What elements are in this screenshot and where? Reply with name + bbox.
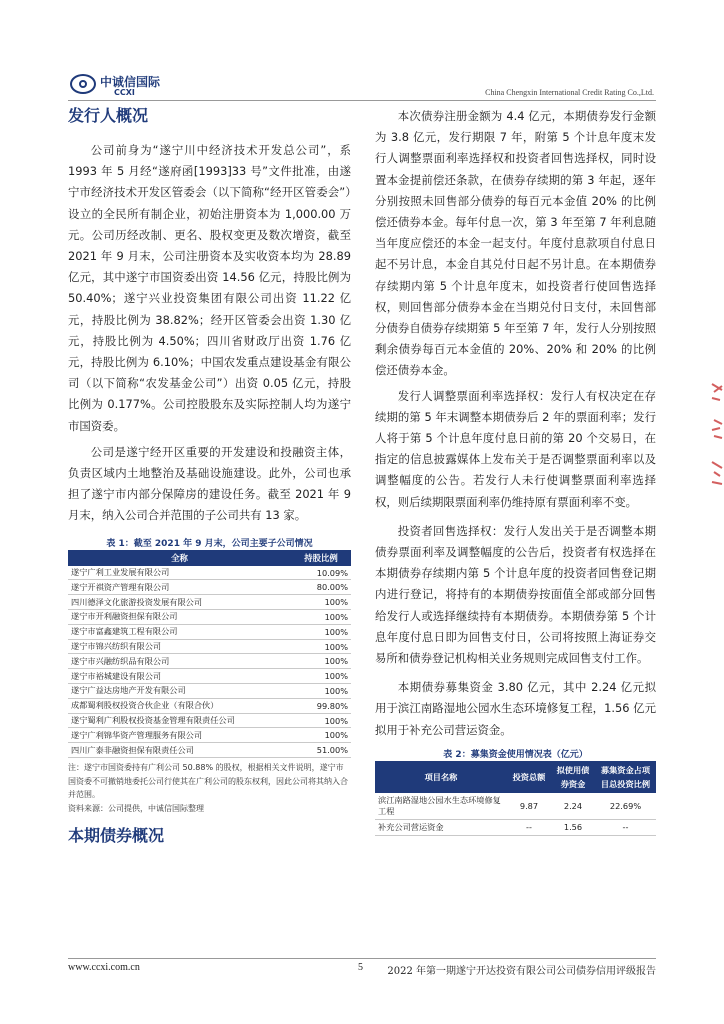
table2-row	[375, 819, 656, 835]
table2-header-project: 项目名称	[375, 761, 507, 793]
footer-report-title: 2022 年第一期遂宁开达投资有限公司公司债券信用评级报告	[387, 966, 656, 977]
share-ratio-cell: 100%	[291, 639, 351, 654]
subsidiary-name-cell: 四川广泰非融资担保有限责任公司	[68, 743, 291, 758]
bond-paragraph-4: 本期债券募集资金 3.80 亿元，其中 2.24 亿元拟用于滨江南路湿地公园水生态环境修复工程，1.56 亿元拟用于补充公司营运资金。	[375, 680, 656, 737]
table1-note: 注：遂宁市国资委持有广利公司 50.88% 的股权，根据相关文件说明，遂宁市国资委不可撤销地委托公司行使其在广利公司的股东权利，因此公司将其纳入合并范围。	[68, 763, 348, 800]
subsidiary-name-cell: 遂宁广利工业发展有限公司	[68, 566, 291, 580]
subsidiary-name-cell: 成都蜀利股权投资合伙企业（有限合伙）	[68, 698, 291, 713]
subsidiary-name-cell: 遂宁市兴融纺织品有限公司	[68, 654, 291, 669]
table1-row	[68, 713, 351, 728]
bond-funds-cell: 2.24	[551, 793, 595, 820]
table1-row	[68, 728, 351, 743]
share-ratio-cell: 51.00%	[291, 743, 351, 758]
bond-paragraph-1: 本次债券注册金额为 4.4 亿元，本期债券发行金额为 3.8 亿元，发行期限 7 年，附第 5 个计息年度末发行人调整票面利率选择权和投资者回售选择权，同时设置本金提前偿还条款，在债券存续期的第 3 年起，逐年分别按照未回售部分债券的每百元本金值 20% 的比例偿还债券本金。每年付息一次，第 3 年至第 7 年利息随当年度应偿还的本金一起支付。年度付息款项自付息日起不另计息，本金自其兑付日起不另计息。在本期债券存续期内第 5 个计息年度末，如投资者行使回售选择权，则回售部分债券本金在当期兑付日支付，未回售部分债券自债券存续期第 5 年至第 7 年，发行人分别按照剩余债券每百元本金值的 20%、20% 和 20% 的比例偿还债券本金。	[375, 109, 656, 378]
subsidiary-name-cell: 遂宁市锦兴纺织有限公司	[68, 639, 291, 654]
table2-header-row	[375, 761, 656, 793]
table1-header-row	[68, 550, 351, 566]
subsidiaries-table	[68, 550, 351, 758]
table1-row	[68, 580, 351, 595]
issuer-paragraph-1: 公司前身为“遂宁川中经济技术开发总公司”，系 1993 年 5 月经“遂府函[1993]33 号”文件批准，由遂宁市经济技术开发区管委会（以下简称“经开区管委会”）设立的全民所有制企业，初始注册资本为 1,000.00 万元。公司历经改制、更名、股权变更及数次增资，截至 2021 年 9 月末，公司注册资本及实收资本均为 28.89 亿元，其中遂宁市国资委出资 14.56 亿元，持股比例为 50.40%；遂宁兴业投资集团有限公司出资 11.22 亿元，持股比例为 38.82%；经开区管委会出资 1.30 亿元，持股比例为 4.50%；四川省财政厅出资 1.76 亿元，持股比例为 6.10%；中国农发重点建设基金有限公司（以下简称“农发基金公司”）出资 0.05 亿元，持股比例为 0.177%。公司控股股东及实际控制人均为遂宁市国资委。	[68, 143, 351, 433]
bond-paragraph-3: 投资者回售选择权：发行人发出关于是否调整本期债券票面利率及调整幅度的公告后，投资者有权选择在本期债券存续期内第 5 个计息年度的投资者回售登记期内进行登记，将持有的本期债券按面值全部或部分回售给发行人或选择继续持有本期债券。本期债券第 5 个计息年度付息日即为回售支付日，公司将按照上海证券交易所和债券登记机构相关业务规则完成回售支付工作。	[375, 523, 656, 666]
subsidiary-name-cell: 遂宁广益达房地产开发有限公司	[68, 684, 291, 699]
table1-row	[68, 639, 351, 654]
seal-fragment-icon	[708, 380, 724, 500]
section-title-bond: 本期债券概况	[68, 826, 165, 846]
share-ratio-cell: 100%	[291, 713, 351, 728]
table1-source: 资料来源：公司提供，中诚信国际整理	[68, 803, 204, 813]
page-number: 5	[358, 962, 363, 973]
table1-row	[68, 669, 351, 684]
section-title-issuer: 发行人概况	[68, 106, 149, 125]
ratio-cell: 22.69%	[595, 793, 656, 820]
subsidiary-name-cell: 遂宁市富鑫建筑工程有限公司	[68, 624, 291, 639]
right-column	[375, 106, 656, 836]
footer-website-link[interactable]: www.ccxi.com.cn	[68, 962, 140, 973]
table1-row	[68, 698, 351, 713]
share-ratio-cell: 100%	[291, 669, 351, 684]
header-company-name: China Chengxin International Credit Rating Co.,Ltd.	[485, 88, 654, 97]
share-ratio-cell: 100%	[291, 610, 351, 625]
ratio-cell: --	[595, 819, 656, 835]
table1-row	[68, 624, 351, 639]
table1-row	[68, 610, 351, 625]
logo-cn-text: 中诚信国际	[100, 75, 161, 89]
table2-header-ratio: 募集资金占项目总投资比例	[595, 761, 656, 793]
ccxi-logo-icon	[70, 74, 96, 94]
footer-divider	[68, 958, 656, 959]
table2-row	[375, 793, 656, 820]
table1-row	[68, 743, 351, 758]
share-ratio-cell: 80.00%	[291, 580, 351, 595]
table1-row	[68, 654, 351, 669]
table2-header-total: 投资总额	[507, 761, 551, 793]
subsidiary-name-cell: 遂宁蜀利广利股权投资基金管理有限责任公司	[68, 713, 291, 728]
table2-header-bond-funds: 拟使用债券资金	[551, 761, 595, 793]
table1-header-name: 全称	[68, 550, 291, 566]
share-ratio-cell: 99.80%	[291, 698, 351, 713]
table1-row	[68, 684, 351, 699]
share-ratio-cell: 100%	[291, 728, 351, 743]
project-name-cell: 补充公司营运资金	[375, 819, 507, 835]
share-ratio-cell: 10.09%	[291, 566, 351, 580]
share-ratio-cell: 100%	[291, 684, 351, 699]
total-investment-cell: --	[507, 819, 551, 835]
subsidiary-name-cell: 四川德泽文化旅游投资发展有限公司	[68, 595, 291, 610]
table1-row	[68, 566, 351, 580]
subsidiary-name-cell: 遂宁市裕城建设有限公司	[68, 669, 291, 684]
table1-header-share: 持股比例	[291, 550, 351, 566]
total-investment-cell: 9.87	[507, 793, 551, 820]
project-name-cell: 滨江南路湿地公园水生态环境修复工程	[375, 793, 507, 820]
subsidiary-name-cell: 遂宁市开利融资担保有限公司	[68, 610, 291, 625]
left-column	[68, 106, 351, 846]
table1-caption: 表 1：截至 2021 年 9 月末，公司主要子公司情况	[106, 538, 313, 549]
subsidiary-name-cell: 遂宁开祺资产管理有限公司	[68, 580, 291, 595]
bond-funds-cell: 1.56	[551, 819, 595, 835]
table1-row	[68, 595, 351, 610]
share-ratio-cell: 100%	[291, 654, 351, 669]
header-divider	[68, 100, 656, 101]
logo-en-text: CCXI	[114, 88, 135, 97]
subsidiary-name-cell: 遂宁广利锦华资产管理服务有限公司	[68, 728, 291, 743]
share-ratio-cell: 100%	[291, 624, 351, 639]
bond-paragraph-2: 发行人调整票面利率选择权：发行人有权决定在存续期的第 5 年末调整本期债券后 2 年的票面利率；发行人将于第 5 个计息年度付息日前的第 20 个交易日，在指定的信息披露媒体上发布关于是否调整票面利率以及调整幅度的公告。若发行人未行使调整票面利率选择权，则后续期限票面利率仍维持原有票面利率不变。	[375, 388, 656, 509]
share-ratio-cell: 100%	[291, 595, 351, 610]
issuer-paragraph-2: 公司是遂宁经开区重要的开发建设和投融资主体，负责区域内土地整治及基础设施建设。此外，公司也承担了遂宁市内部分保障房的建设任务。截至 2021 年 9 月末，纳入公司合并范围的子公司共有 13 家。	[68, 444, 351, 523]
fund-usage-table	[375, 761, 656, 836]
table2-caption: 表 2：募集资金使用情况表（亿元）	[443, 749, 588, 760]
